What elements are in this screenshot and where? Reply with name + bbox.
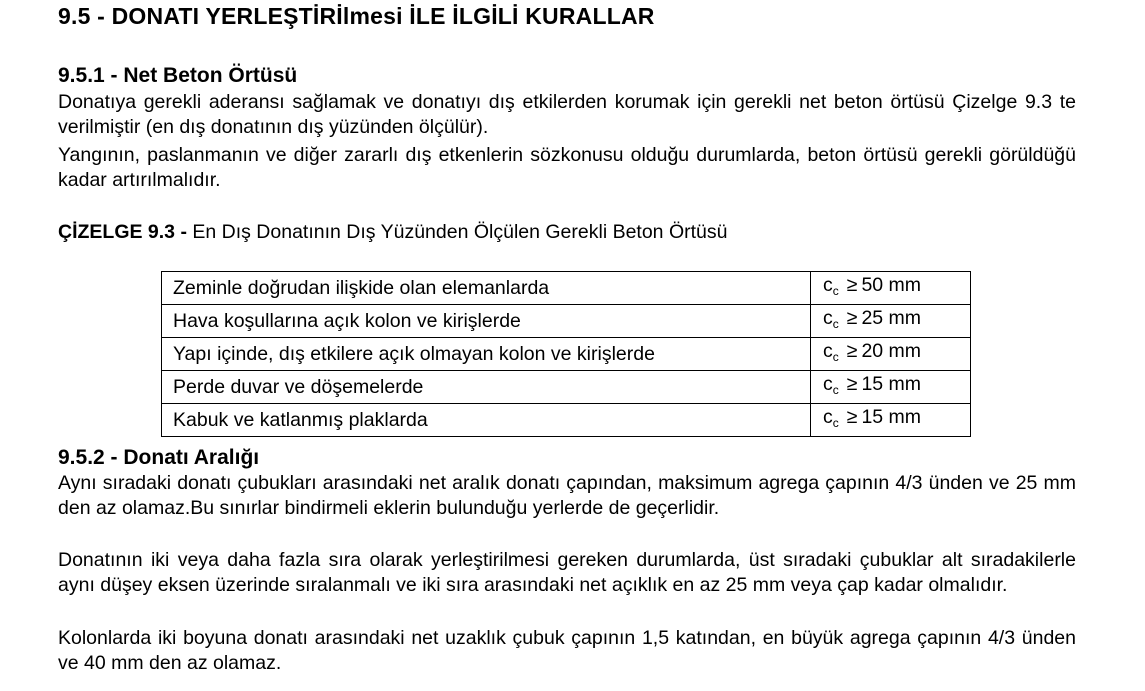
table-cell-element: Zeminle doğrudan ilişkide olan elemanlarda: [162, 272, 811, 305]
table-body: [162, 272, 971, 437]
concrete-cover-table: [161, 271, 971, 437]
table-caption-label: ÇİZELGE 9.3 -: [58, 221, 187, 243]
table-cell-cover-value: [811, 272, 971, 305]
cover-value: 15 mm: [861, 406, 922, 428]
cover-symbol: [823, 406, 839, 428]
cover-value: 50 mm: [861, 274, 922, 296]
greater-equal-operator: ≥: [846, 274, 858, 296]
table-cell-element: Hava koşullarına açık kolon ve kirişlerde: [162, 305, 811, 338]
cover-symbol: [823, 373, 839, 395]
cover-symbol-letter: c: [823, 307, 833, 329]
table-caption: [58, 221, 727, 244]
section1-paragraph-2: Yangının, paslanmanın ve diğer zararlı dış etkenlerin sözkonusu olduğu durumlarda, beton örtüsü gerekli görüldüğü kadar artırılmalıdır.: [58, 144, 1076, 191]
table-cell-element: Yapı içinde, dış etkilere açık olmayan kolon ve kirişlerde: [162, 338, 811, 371]
section2-paragraph-3: Kolonlarda iki boyuna donatı arasındaki net uzaklık çubuk çapının 1,5 katından, en büyük agrega çapının 4/3 ünden ve 40 mm den az olamaz.: [58, 627, 1076, 674]
cover-symbol-letter: c: [823, 373, 833, 395]
table-cell-element: Kabuk ve katlanmış plaklarda: [162, 404, 811, 437]
table-row: [162, 338, 971, 371]
table-cell-element: Perde duvar ve döşemelerde: [162, 371, 811, 404]
cover-value: 15 mm: [861, 373, 922, 395]
cover-symbol-subscript: c: [832, 350, 839, 364]
cover-symbol: [823, 274, 839, 296]
cover-symbol-letter: c: [823, 406, 833, 428]
table-cell-cover-value: [811, 404, 971, 437]
cover-symbol-subscript: c: [832, 317, 839, 331]
greater-equal-operator: ≥: [846, 373, 858, 395]
table-caption-text: En Dış Donatının Dış Yüzünden Ölçülen Gerekli Beton Örtüsü: [186, 221, 728, 243]
cover-symbol: [823, 340, 839, 362]
cover-symbol-subscript: c: [832, 416, 839, 430]
table-row: [162, 272, 971, 305]
cover-value: 20 mm: [861, 340, 922, 362]
section2-paragraph-1: Aynı sıradaki donatı çubukları arasındaki net aralık donatı çapından, maksimum agrega çapının 4/3 ünden ve 25 mm den az olamaz.Bu sınırlar bindirmeli eklerin bulunduğu yerlerde de geçerlidir.: [58, 472, 1076, 519]
cover-symbol-letter: c: [823, 340, 833, 362]
table-row: [162, 371, 971, 404]
greater-equal-operator: ≥: [846, 307, 858, 329]
table-row: [162, 404, 971, 437]
section1-paragraph-1: Donatıya gerekli aderansı sağlamak ve donatıyı dış etkilerden korumak için gerekli net beton örtüsü Çizelge 9.3 te verilmiştir (en dış donatının dış yüzünden ölçülür).: [58, 91, 1076, 138]
table-cell-cover-value: [811, 338, 971, 371]
section-title-donati-araligi: 9.5.2 - Donatı Aralığı: [58, 446, 260, 469]
table-row: [162, 305, 971, 338]
cover-value: 25 mm: [861, 307, 922, 329]
main-title: 9.5 - DONATI YERLEŞTİRİlmesi İLE İLGİLİ KURALLAR: [58, 3, 655, 29]
cover-symbol-subscript: c: [832, 383, 839, 397]
cover-symbol-letter: c: [823, 274, 833, 296]
cover-symbol-subscript: c: [832, 284, 839, 298]
table-cell-cover-value: [811, 305, 971, 338]
cover-symbol: [823, 307, 839, 329]
greater-equal-operator: ≥: [846, 406, 858, 428]
table-cell-cover-value: [811, 371, 971, 404]
section2-paragraph-2: Donatının iki veya daha fazla sıra olarak yerleştirilmesi gereken durumlarda, üst sıradaki çubuklar alt sıradakilerle aynı düşey eksen üzerinde sıralanmalı ve iki sıra arasındaki net açıklık en az 25 mm veya çap kadar olmalıdır.: [58, 549, 1076, 596]
greater-equal-operator: ≥: [846, 340, 858, 362]
section-title-net-beton-ortusu: 9.5.1 - Net Beton Örtüsü: [58, 64, 298, 87]
